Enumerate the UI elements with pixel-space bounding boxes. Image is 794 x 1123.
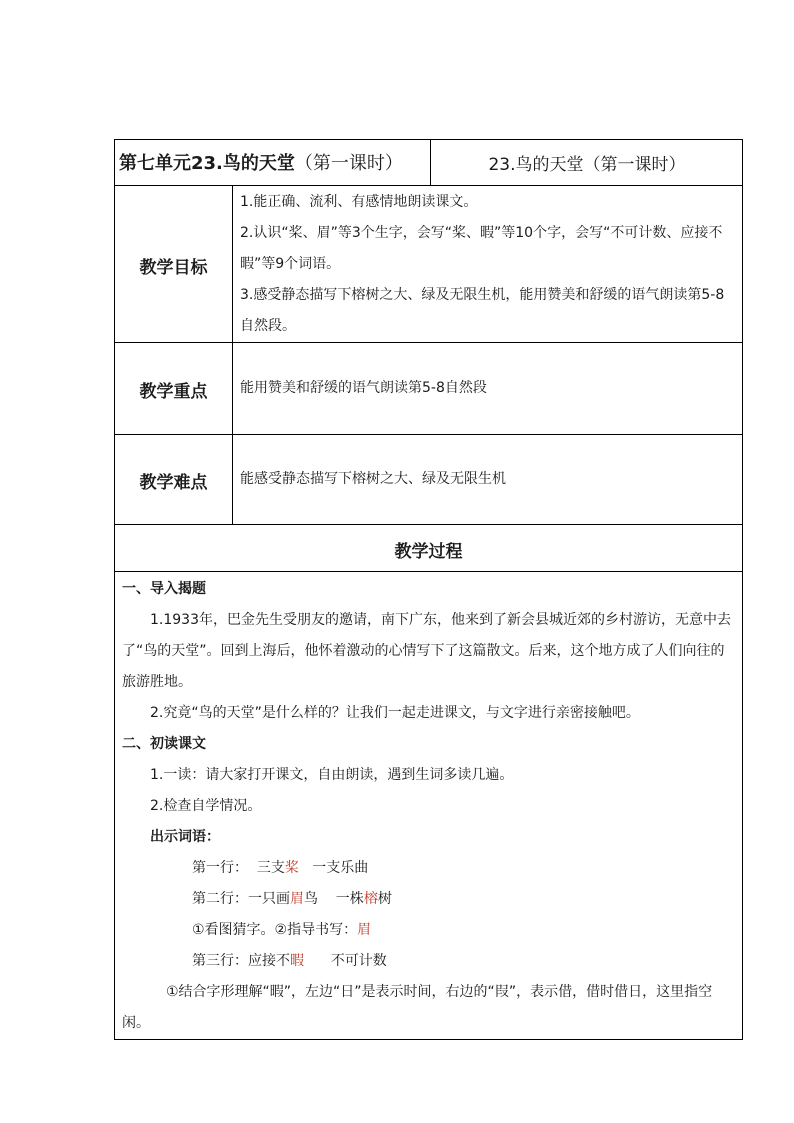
vocab-text: 第一行： 三支 bbox=[192, 860, 285, 876]
highlighted-character: 眉 bbox=[357, 922, 372, 938]
paragraph: 2.究竟“鸟的天堂”是什么样的？让我们一起走进课文，与文字进行亲密接触吧。 bbox=[150, 705, 640, 721]
writing-guide bbox=[122, 915, 736, 946]
row-divider bbox=[115, 524, 742, 525]
row-divider bbox=[115, 342, 742, 343]
paragraph: 1.1933年，巴金先生受朋友的邀请，南下广东，他来到了新会县城近郊的乡村游访，无意中去了“鸟的天堂”。回到上海后，他怀着激动的心情写下了这篇散文。后来，这个地方成了人们向往的旅游胜地。 bbox=[122, 612, 731, 690]
process-body bbox=[122, 574, 736, 1039]
key-points-content: 能用赞美和舒缓的语气朗读第5-8自然段 bbox=[240, 380, 487, 396]
vocab-text: 树 bbox=[377, 891, 392, 907]
objective-item: 2.认识“桨、眉”等3个生字，会写“桨、暇”等10个字，会写“不可计数、应接不暇”等9个词语。 bbox=[240, 225, 723, 272]
vocab-text: 第二行：一只画 bbox=[192, 891, 290, 907]
objectives-content bbox=[240, 187, 736, 342]
lesson-title-right: 23.鸟的天堂（第一课时） bbox=[488, 155, 686, 175]
highlighted-character: 眉 bbox=[290, 891, 304, 907]
objective-item: 1.能正确、流利、有感情地朗读课文。 bbox=[240, 194, 478, 210]
row-divider bbox=[115, 185, 742, 186]
process-title: 教学过程 bbox=[394, 542, 463, 562]
vocab-text: 一支乐曲 bbox=[298, 860, 369, 876]
lesson-title-left bbox=[119, 149, 403, 175]
guide-text: ①看图猜字。②指导书写： bbox=[192, 922, 358, 938]
difficulties-label: 教学难点 bbox=[139, 473, 208, 493]
column-divider bbox=[232, 185, 233, 524]
row-divider bbox=[115, 434, 742, 435]
difficulties-content: 能感受静态描写下榕树之大、绿及无限生机 bbox=[240, 471, 506, 487]
vocab-text: 第三行：应接不 bbox=[192, 953, 290, 969]
row-divider bbox=[115, 571, 742, 572]
character-explanation: ①结合字形理解“暇”，左边“日”是表示时间，右边的“叚”，表示借，借时借日，这里指空闲。 bbox=[122, 984, 713, 1031]
paragraph: 1.一读：请大家打开课文，自由朗读，遇到生词多读几遍。 bbox=[150, 767, 514, 783]
lesson-plan-table bbox=[114, 139, 743, 1040]
vocab-text: 不可计数 bbox=[304, 953, 387, 969]
vocab-row-2 bbox=[122, 884, 736, 915]
lesson-title-main: 第七单元23.鸟的天堂 bbox=[119, 153, 295, 174]
highlighted-character: 桨 bbox=[284, 860, 299, 876]
highlighted-character: 暇 bbox=[290, 953, 304, 969]
objective-item: 3.感受静态描写下榕树之大、绿及无限生机，能用赞美和舒缓的语气朗读第5-8自然段。 bbox=[240, 287, 725, 334]
key-points-label: 教学重点 bbox=[139, 382, 208, 402]
objectives-label: 教学目标 bbox=[139, 258, 208, 278]
section-heading: 一、导入揭题 bbox=[122, 581, 206, 597]
vocab-text: 鸟 一株 bbox=[304, 891, 364, 907]
section-heading: 二、初读课文 bbox=[122, 736, 206, 752]
highlighted-character: 榕 bbox=[363, 891, 378, 907]
paragraph: 2.检查自学情况。 bbox=[150, 798, 262, 814]
vocab-row-3 bbox=[122, 946, 736, 977]
vocab-row-1 bbox=[122, 853, 736, 884]
lesson-title-suffix: （第一课时） bbox=[294, 153, 403, 174]
vocab-heading: 出示词语： bbox=[150, 829, 220, 845]
